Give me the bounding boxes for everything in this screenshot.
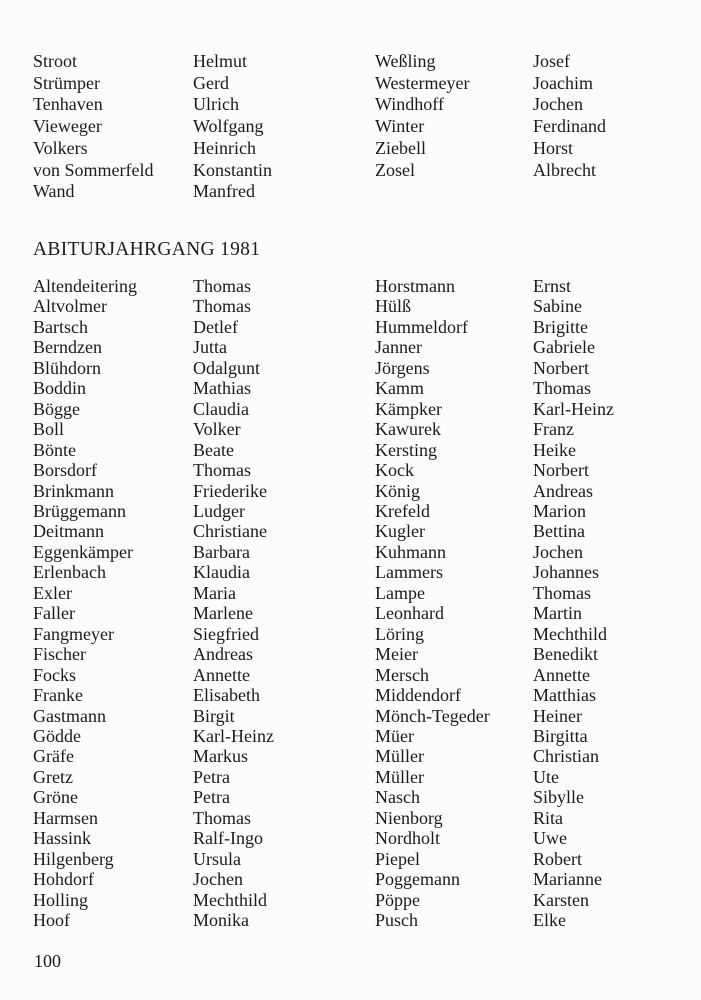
surname-cell: Exler <box>33 582 72 603</box>
given-name-cell: Ludger <box>193 500 245 521</box>
given-name-cell: Birgit <box>193 705 235 726</box>
given-name-cell: Konstantin <box>193 159 272 180</box>
surname-cell: Müller <box>375 746 424 767</box>
surname-cell: Kersting <box>375 439 437 460</box>
given-name-cell: Mechthild <box>193 889 267 910</box>
surname-cell: König <box>375 480 420 501</box>
given-name-cell: Karl-Heinz <box>533 398 614 419</box>
surname-cell: Harmsen <box>33 807 98 828</box>
surname-cell: Bartsch <box>33 316 88 337</box>
surname-cell: Westermeyer <box>375 72 470 93</box>
given-name-cell: Ernst <box>533 276 571 296</box>
surname-cell: Boddin <box>33 378 87 399</box>
surname-cell: Hülß <box>375 296 411 317</box>
surname-cell: Middendorf <box>375 685 461 706</box>
given-name-cell: Martin <box>533 603 582 624</box>
given-name-cell: Sabine <box>533 296 582 317</box>
given-name-cell: Gabriele <box>533 337 595 358</box>
given-name-cell: Markus <box>193 746 248 767</box>
surname-cell: Pusch <box>375 910 419 931</box>
surname-cell: Kugler <box>375 521 425 542</box>
given-name-cell: Klaudia <box>193 562 250 583</box>
surname-cell: Eggenkämper <box>33 541 133 562</box>
surname-cell: Mönch-Tegeder <box>375 705 490 726</box>
given-name-cell: Gerd <box>193 72 229 93</box>
surname-cell: Jörgens <box>375 357 430 378</box>
surname-cell: Gräfe <box>33 746 74 767</box>
surname-cell: Ziebell <box>375 137 426 158</box>
surname-cell: Strümper <box>33 72 100 93</box>
surname-cell: Blühdorn <box>33 357 102 378</box>
given-name-cell: Manfred <box>193 181 255 202</box>
given-name-cell: Heike <box>533 439 576 460</box>
given-name-cell: Odalgunt <box>193 357 260 378</box>
given-name-cell: Karsten <box>533 889 589 910</box>
surname-cell: Poggemann <box>375 869 460 890</box>
surname-cell: Hassink <box>33 828 91 849</box>
surname-cell: Borsdorf <box>33 460 97 481</box>
given-name-cell: Petra <box>193 787 230 808</box>
given-name-cell: Wolfgang <box>193 116 264 137</box>
surname-cell: Mersch <box>375 664 429 685</box>
surname-cell: Gödde <box>33 725 81 746</box>
given-name-cell: Thomas <box>533 378 591 399</box>
given-name-cell: Rita <box>533 807 563 828</box>
given-name-cell: Maria <box>193 582 236 603</box>
surname-cell: Bögge <box>33 398 80 419</box>
surname-cell: Volkers <box>33 137 88 158</box>
given-name-cell: Marianne <box>533 869 602 890</box>
given-name-cell: Robert <box>533 848 582 869</box>
given-name-cell: Christiane <box>193 521 267 542</box>
given-name-cell: Andreas <box>533 480 593 501</box>
surname-cell: Altvolmer <box>33 296 107 317</box>
given-name-cell: Christian <box>533 746 599 767</box>
given-name-cell: Thomas <box>193 460 251 481</box>
surname-cell: Krefeld <box>375 500 430 521</box>
surname-cell: Brinkmann <box>33 480 114 501</box>
surname-cell: von Sommerfeld <box>33 159 154 180</box>
surname-cell: Berndzen <box>33 337 102 358</box>
surname-cell: Leonhard <box>375 603 444 624</box>
surname-cell: Franke <box>33 685 83 706</box>
surname-cell: Fangmeyer <box>33 623 114 644</box>
given-name-cell: Norbert <box>533 460 589 481</box>
surname-cell: Weßling <box>375 51 436 71</box>
given-name-cell: Thomas <box>193 276 251 296</box>
given-name-cell: Ralf-Ingo <box>193 828 263 849</box>
given-name-cell: Helmut <box>193 51 247 71</box>
surname-cell: Deitmann <box>33 521 104 542</box>
surname-cell: Müller <box>375 766 424 787</box>
given-name-cell: Ursula <box>193 848 241 869</box>
section-heading: ABITURJAHRGANG 1981 <box>33 239 261 260</box>
given-name-cell: Ulrich <box>193 94 239 115</box>
alumni-list-1981 <box>33 276 614 931</box>
surname-cell: Faller <box>33 603 75 624</box>
surname-cell: Hohdorf <box>33 869 94 890</box>
alumni-list-previous-year-continued <box>33 51 606 203</box>
given-name-cell <box>533 181 606 203</box>
surname-cell: Erlenbach <box>33 562 106 583</box>
surname-cell: Kuhmann <box>375 541 446 562</box>
surname-cell: Janner <box>375 337 422 358</box>
surname-cell: Wand <box>33 181 75 202</box>
surname-cell: Kamm <box>375 378 424 399</box>
given-name-cell: Brigitte <box>533 316 588 337</box>
surname-cell: Holling <box>33 889 89 910</box>
given-name-cell: Ferdinand <box>533 116 606 137</box>
given-name-cell: Albrecht <box>533 159 596 180</box>
surname-cell: Müer <box>375 725 414 746</box>
given-name-cell: Thomas <box>533 582 591 603</box>
given-name-cell: Bettina <box>533 521 585 542</box>
given-name-cell: Heiner <box>533 705 582 726</box>
given-name-cell: Franz <box>533 419 574 440</box>
surname-cell: Nasch <box>375 787 420 808</box>
surname-cell: Hummeldorf <box>375 316 468 337</box>
surname-cell: Focks <box>33 664 77 685</box>
given-name-cell: Norbert <box>533 357 589 378</box>
surname-cell: Stroot <box>33 51 78 71</box>
surname-cell: Kawurek <box>375 419 441 440</box>
given-name-cell: Johannes <box>533 562 599 583</box>
given-name-cell: Karl-Heinz <box>193 725 274 746</box>
given-name-cell: Ute <box>533 766 559 787</box>
given-name-cell: Friederike <box>193 480 267 501</box>
given-name-cell: Barbara <box>193 541 250 562</box>
surname-cell: Bönte <box>33 439 76 460</box>
surname-cell: Nordholt <box>375 828 440 849</box>
surname-cell: Lampe <box>375 582 425 603</box>
surname-cell: Vieweger <box>33 116 102 137</box>
given-name-cell: Andreas <box>193 644 253 665</box>
surname-cell: Kämpker <box>375 398 442 419</box>
given-name-cell: Jochen <box>533 94 583 115</box>
given-name-cell: Detlef <box>193 316 238 337</box>
given-name-cell: Jochen <box>193 869 243 890</box>
given-name-cell: Joachim <box>533 72 593 93</box>
given-name-cell: Annette <box>193 664 250 685</box>
surname-cell: Horstmann <box>375 276 455 296</box>
surname-cell: Gröne <box>33 787 78 808</box>
given-name-cell: Elisabeth <box>193 685 260 706</box>
given-name-cell: Horst <box>533 137 573 158</box>
given-name-cell: Claudia <box>193 398 249 419</box>
surname-cell: Brüggemann <box>33 500 126 521</box>
surname-cell: Löring <box>375 623 424 644</box>
surname-cell: Zosel <box>375 159 415 180</box>
surname-cell: Winter <box>375 116 425 137</box>
surname-cell: Gretz <box>33 766 73 787</box>
surname-cell <box>375 181 533 203</box>
surname-cell: Pöppe <box>375 889 420 910</box>
surname-cell: Lammers <box>375 562 443 583</box>
given-name-cell: Beate <box>193 439 234 460</box>
given-name-cell: Elke <box>533 910 566 931</box>
given-name-cell: Monika <box>193 910 249 931</box>
given-name-cell: Siegfried <box>193 623 259 644</box>
surname-cell: Tenhaven <box>33 94 103 115</box>
given-name-cell: Thomas <box>193 807 251 828</box>
surname-cell: Hilgenberg <box>33 848 114 869</box>
surname-cell: Gastmann <box>33 705 106 726</box>
given-name-cell: Heinrich <box>193 137 256 158</box>
surname-cell: Kock <box>375 460 414 481</box>
given-name-cell: Thomas <box>193 296 251 317</box>
given-name-cell: Benedikt <box>533 644 598 665</box>
given-name-cell: Volker <box>193 419 241 440</box>
given-name-cell: Jutta <box>193 337 227 358</box>
surname-cell: Piepel <box>375 848 420 869</box>
surname-cell: Nienborg <box>375 807 443 828</box>
given-name-cell: Marion <box>533 500 586 521</box>
given-name-cell: Marlene <box>193 603 253 624</box>
surname-cell: Altendeitering <box>33 276 137 296</box>
surname-cell: Meier <box>375 644 418 665</box>
given-name-cell: Birgitta <box>533 725 588 746</box>
surname-cell: Fischer <box>33 644 86 665</box>
surname-cell: Hoof <box>33 910 70 931</box>
given-name-cell: Jochen <box>533 541 583 562</box>
given-name-cell: Josef <box>533 51 570 71</box>
given-name-cell: Sibylle <box>533 787 585 808</box>
given-name-cell: Mathias <box>193 378 251 399</box>
given-name-cell: Uwe <box>533 828 567 849</box>
given-name-cell: Matthias <box>533 685 596 706</box>
given-name-cell: Petra <box>193 766 230 787</box>
surname-cell: Boll <box>33 419 65 440</box>
given-name-cell: Annette <box>533 664 590 685</box>
surname-cell: Windhoff <box>375 94 444 115</box>
page-number: 100 <box>34 951 61 971</box>
given-name-cell: Mechthild <box>533 623 607 644</box>
